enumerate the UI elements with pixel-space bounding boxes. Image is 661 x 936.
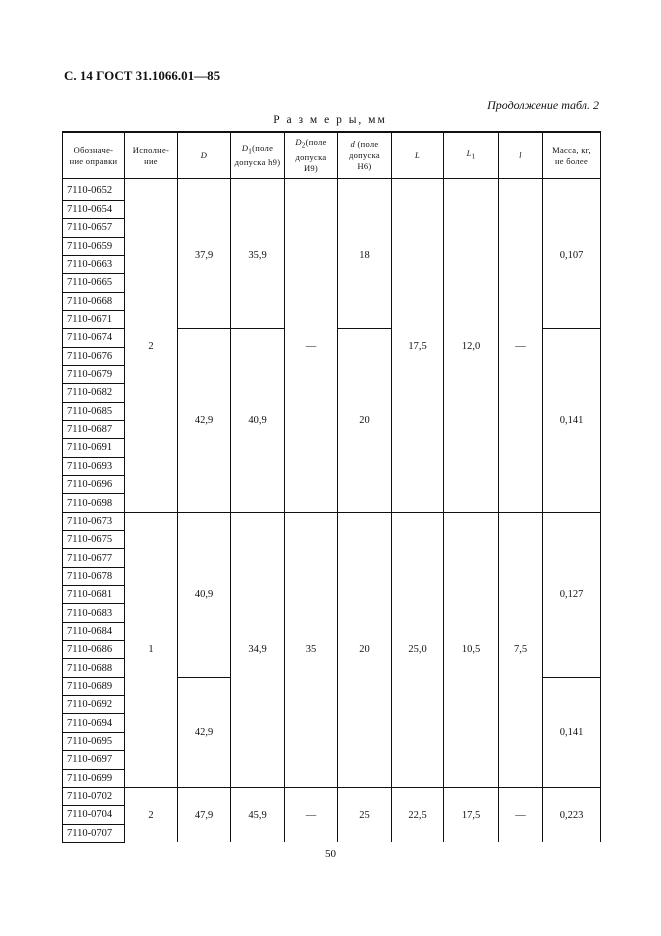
- designation-cell: 7110-0689: [63, 677, 125, 695]
- col-designation-header: Обозначе- ние оправки: [63, 132, 125, 179]
- L-value-cell: 22,5: [392, 787, 444, 842]
- dimensions-label: Р а з м е р ы, мм: [273, 114, 387, 126]
- d-value-cell: 20: [338, 329, 392, 512]
- designation-cell: 7110-0677: [63, 549, 125, 567]
- designation-cell: 7110-0704: [63, 806, 125, 824]
- dimensions-table: [62, 131, 601, 843]
- D-value-cell: 37,9: [178, 182, 231, 329]
- mass-value-cell: 0,107: [543, 182, 601, 329]
- designation-cell: 7110-0678: [63, 567, 125, 585]
- mass-value-cell: 0,223: [543, 787, 601, 842]
- L-value-cell: 17,5: [392, 182, 444, 512]
- designation-cell: 7110-0683: [63, 604, 125, 622]
- designation-cell: 7110-0665: [63, 274, 125, 292]
- designation-cell: 7110-0663: [63, 255, 125, 273]
- l-value-cell: —: [499, 182, 543, 512]
- D2-value-cell: 35: [285, 512, 338, 787]
- table-row: [63, 512, 601, 530]
- D-value-cell: 42,9: [178, 677, 231, 787]
- mass-value-cell: 0,141: [543, 329, 601, 512]
- D2-value-cell: —: [285, 787, 338, 842]
- table-row: [63, 787, 601, 805]
- L-value-cell: 25,0: [392, 512, 444, 787]
- col-mass-header: Масса, кг, не более: [543, 132, 601, 179]
- col-D-header: D: [178, 132, 231, 179]
- version-value-cell: 1: [125, 512, 178, 787]
- designation-cell: 7110-0682: [63, 384, 125, 402]
- l-value-cell: 7,5: [499, 512, 543, 787]
- L1-value-cell: 17,5: [444, 787, 499, 842]
- col-l-header: l: [499, 132, 543, 179]
- D2-value-cell: —: [285, 182, 338, 512]
- L1-value-cell: 10,5: [444, 512, 499, 787]
- designation-cell: 7110-0676: [63, 347, 125, 365]
- designation-cell: 7110-0698: [63, 494, 125, 512]
- L1-value-cell: 12,0: [444, 182, 499, 512]
- d-value-cell: 20: [338, 512, 392, 787]
- designation-cell: 7110-0699: [63, 769, 125, 787]
- mass-value-cell: 0,141: [543, 677, 601, 787]
- designation-cell: 7110-0695: [63, 732, 125, 750]
- designation-cell: 7110-0675: [63, 531, 125, 549]
- col-L1-header: $L_1$: [444, 132, 499, 179]
- table-body: [63, 179, 601, 843]
- D-value-cell: 47,9: [178, 787, 231, 842]
- designation-cell: 7110-0696: [63, 476, 125, 494]
- l-value-cell: —: [499, 787, 543, 842]
- table-row: [63, 182, 601, 200]
- designation-cell: 7110-0681: [63, 586, 125, 604]
- designation-cell: 7110-0691: [63, 439, 125, 457]
- designation-cell: 7110-0668: [63, 292, 125, 310]
- D1-value-cell: 45,9: [231, 787, 285, 842]
- designation-cell: 7110-0659: [63, 237, 125, 255]
- designation-cell: 7110-0652: [63, 182, 125, 200]
- designation-cell: 7110-0657: [63, 219, 125, 237]
- D-value-cell: 40,9: [178, 512, 231, 677]
- designation-cell: 7110-0671: [63, 310, 125, 328]
- designation-cell: 7110-0685: [63, 402, 125, 420]
- designation-cell: 7110-0707: [63, 824, 125, 842]
- designation-cell: 7110-0702: [63, 787, 125, 805]
- mass-value-cell: 0,127: [543, 512, 601, 677]
- version-value-cell: 2: [125, 787, 178, 842]
- page-header: С. 14 ГОСТ 31.1066.01—85: [64, 68, 221, 83]
- D1-value-cell: 35,9: [231, 182, 285, 329]
- page-number: 50: [325, 848, 336, 860]
- designation-cell: 7110-0673: [63, 512, 125, 530]
- designation-cell: 7110-0694: [63, 714, 125, 732]
- version-value-cell: 2: [125, 182, 178, 512]
- designation-cell: 7110-0687: [63, 420, 125, 438]
- designation-cell: 7110-0697: [63, 751, 125, 769]
- designation-cell: 7110-0688: [63, 659, 125, 677]
- D1-value-cell: 40,9: [231, 329, 285, 512]
- designation-cell: 7110-0693: [63, 457, 125, 475]
- designation-cell: 7110-0686: [63, 641, 125, 659]
- designation-cell: 7110-0692: [63, 696, 125, 714]
- designation-cell: 7110-0654: [63, 200, 125, 218]
- col-d-header: d (поле допуска Н6): [338, 132, 392, 179]
- continuation-label: Продолжение табл. 2: [487, 98, 599, 112]
- designation-cell: 7110-0684: [63, 622, 125, 640]
- designation-cell: 7110-0679: [63, 365, 125, 383]
- col-D2-header: $D_2(поле$ допуска И9): [285, 132, 338, 179]
- designation-cell: 7110-0674: [63, 329, 125, 347]
- D-value-cell: 42,9: [178, 329, 231, 512]
- col-D1-header: $D_1(поле$ допуска h9): [231, 132, 285, 179]
- table-header-row: [63, 132, 601, 179]
- d-value-cell: 18: [338, 182, 392, 329]
- D1-value-cell: 34,9: [231, 512, 285, 787]
- d-value-cell: 25: [338, 787, 392, 842]
- col-L-header: L: [392, 132, 444, 179]
- col-version-header: Исполне- ние: [125, 132, 178, 179]
